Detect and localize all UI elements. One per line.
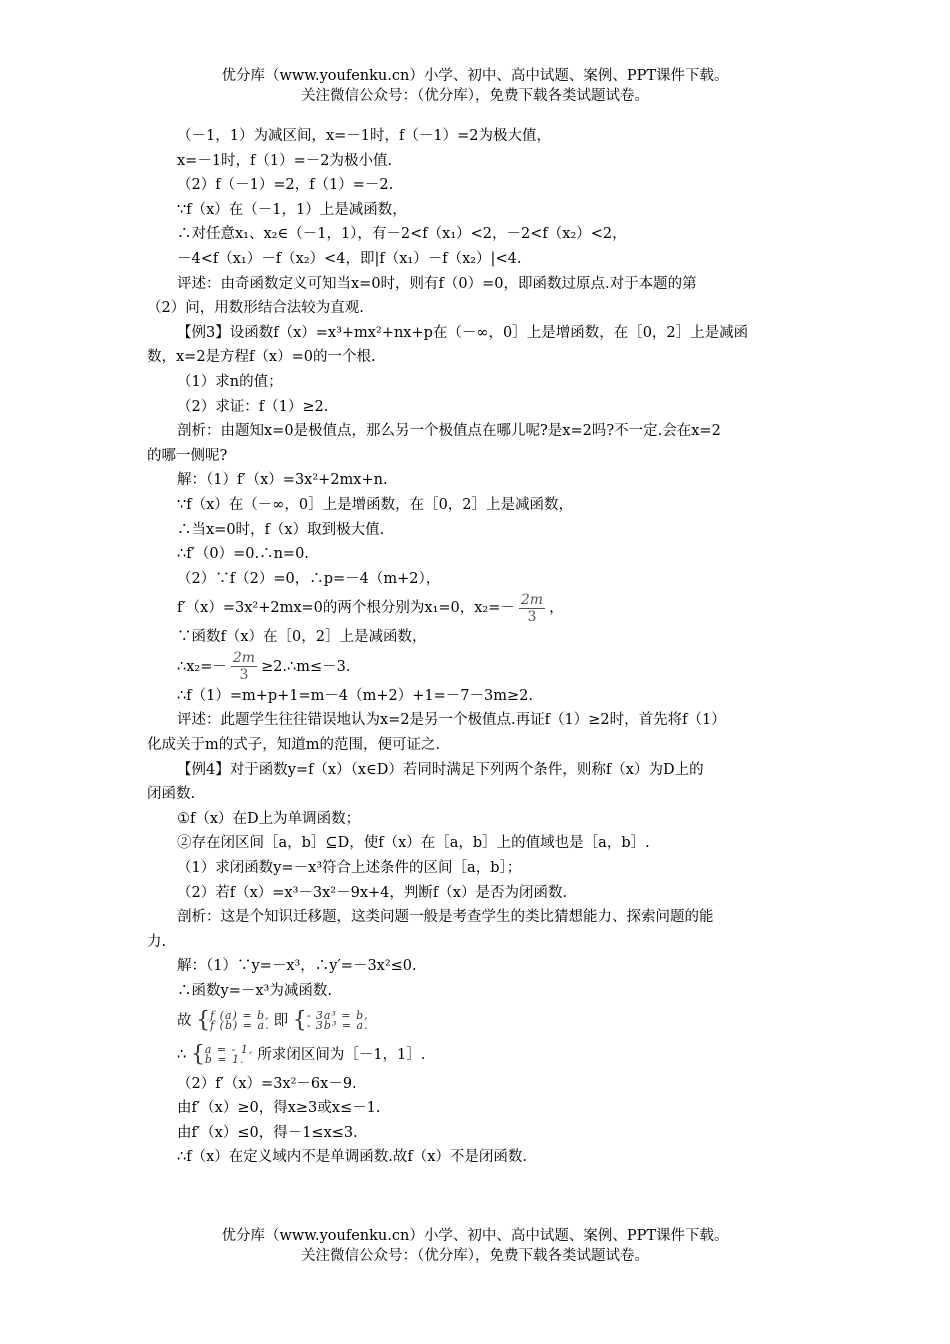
- text-span: ≥2.∴m≤－3.: [261, 658, 351, 675]
- left-brace: {: [292, 1007, 307, 1033]
- text-line: ∴f（x）在定义域内不是单调函数.故f（x）不是闭函数.: [177, 1149, 528, 1166]
- text-line: 评述：由奇函数定义可知当x=0时，则有f（0）=0，即函数过原点.对于本题的第: [177, 275, 697, 292]
- text-line: 评述：此题学生往往错误地认为x=2是另一个极值点.再证f（1）≥2时，首先将f（1）: [177, 712, 726, 729]
- text-line: （2）f′（x）=3x²－6x－9.: [177, 1075, 357, 1092]
- example-4-heading: 【例4】对于函数y=f（x）（x∈D）若同时满足下列两个条件，则称f（x）为D上的: [177, 761, 704, 778]
- text-line-with-fraction: [147, 650, 807, 684]
- text-line: （2）f（－1）=2，f（1）=－2.: [177, 177, 394, 194]
- equation-system-line: [147, 1004, 807, 1038]
- text-line: （－1，1）为减区间，x=－1时，f（－1）=2为极大值，: [177, 128, 551, 144]
- equation-system: [204, 1042, 254, 1066]
- text-span: 故: [177, 1012, 192, 1029]
- text-line: ∴对任意x₁、x₂∈（－1，1），有－2<f（x₁）<2，－2<f（x₂）<2，: [177, 226, 627, 243]
- text-span: ，: [549, 600, 564, 617]
- equation-row: - 3a³ = b,: [306, 1008, 369, 1022]
- footer-line-2: 关注微信公众号：（优分库），免费下载各类试题试卷。: [301, 1248, 649, 1264]
- page-header: [0, 66, 950, 106]
- fraction-numerator: 2m: [232, 650, 256, 667]
- text-line: ∴函数y=－x³为减函数.: [177, 983, 332, 999]
- equation-system-line: [147, 1038, 807, 1072]
- left-brace: {: [196, 1007, 211, 1033]
- header-line-1: 优分库（www.youfenku.cn）小学、初中、高中试题、案例、PPT课件下载。: [221, 68, 729, 84]
- text-line: 力.: [147, 933, 167, 950]
- fraction-denominator: 3: [527, 608, 537, 625]
- text-line: x=－1时，f（1）=－2为极小值.: [177, 152, 393, 169]
- equation-row: f (a) = b,: [210, 1008, 270, 1022]
- fraction: [231, 650, 257, 683]
- text-line: 的哪一侧呢?: [147, 447, 228, 464]
- text-line: 由f′（x）≤0，得－1≤x≤3.: [177, 1124, 358, 1141]
- equation-row: a = - 1,: [204, 1042, 254, 1056]
- text-line: 化成关于m的式子，知道m的范围，便可证之.: [147, 737, 441, 754]
- equation-row: - 3b³ = a.: [306, 1018, 369, 1032]
- text-line: ①f（x）在D上为单调函数；: [177, 810, 361, 827]
- fraction-numerator: 2m: [520, 591, 544, 608]
- text-line-with-fraction: [147, 591, 807, 625]
- text-line: 由f′（x）≥0，得x≥3或x≤－1.: [177, 1100, 381, 1117]
- document-body: [147, 124, 807, 1170]
- text-span: 即: [273, 1012, 289, 1029]
- text-span: ∴x₂=－: [177, 658, 227, 675]
- text-line: 剖析：由题知x=0是极值点，那么另一个极值点在哪儿呢?是x=2吗?不一定.会在x=2: [177, 423, 721, 440]
- text-line: ∴当x=0时，f（x）取到极大值.: [177, 521, 385, 538]
- example-3-heading: 【例3】设函数f（x）=x³+mx²+nx+p在（－∞，0］上是增函数，在［0，2］上是减函: [177, 324, 749, 341]
- equation-system: [210, 1008, 270, 1032]
- text-span: ∴: [177, 1046, 187, 1063]
- text-line: ∴f（1）=m+p+1=m－4（m+2）+1=－7－3m≥2.: [177, 687, 533, 704]
- header-line-2: 关注微信公众号：（优分库），免费下载各类试题试卷。: [301, 88, 649, 104]
- text-line: （2）若f（x）=x³－3x²－9x+4，判断f（x）是否为闭函数.: [177, 884, 568, 901]
- text-span: 所求闭区间为［－1，1］.: [257, 1046, 426, 1063]
- footer-line-1: 优分库（www.youfenku.cn）小学、初中、高中试题、案例、PPT课件下载。: [221, 1228, 729, 1244]
- fraction-denominator: 3: [239, 667, 249, 684]
- text-line: 数，x=2是方程f（x）=0的一个根.: [147, 349, 376, 366]
- text-line: ∵f（x）在（－1，1）上是减函数，: [177, 201, 407, 218]
- text-line: （1）求n的值；: [177, 373, 283, 390]
- text-line: （2）求证：f（1）≥2.: [177, 398, 329, 415]
- text-line: ∵f（x）在（－∞，0］上是增函数，在［0，2］上是减函数，: [177, 496, 574, 513]
- equation-system: [306, 1008, 369, 1032]
- text-line: ②存在闭区间［a，b］⊆D，使f（x）在［a，b］上的值域也是［a，b］.: [177, 835, 650, 852]
- text-line: 解：（1）∵y=－x³，∴y′=－3x²≤0.: [177, 958, 417, 975]
- fraction: [519, 592, 545, 625]
- text-line: （1）求闭函数y=－x³符合上述条件的区间［a，b］；: [177, 860, 522, 877]
- text-span: f′（x）=3x²+2mx=0的两个根分别为x₁=0，x₂=－: [177, 600, 515, 617]
- page-footer: [0, 1226, 950, 1266]
- text-line: 闭函数.: [147, 786, 196, 803]
- text-line: －4<f（x₁）－f（x₂）<4，即|f（x₁）－f（x₂）|<4.: [177, 250, 522, 267]
- text-line: （2）∵f（2）=0，∴p=－4（m+2），: [177, 570, 441, 587]
- text-line: 剖析：这是个知识迁移题，这类问题一般是考查学生的类比猜想能力、探索问题的能: [177, 909, 714, 926]
- text-line: ∵函数f（x）在［0，2］上是减函数，: [177, 629, 427, 646]
- text-line: （2）问，用数形结合法较为直观.: [147, 300, 364, 317]
- text-line: ∴f′（0）=0.∴n=0.: [177, 546, 309, 563]
- equation-row: f (b) = a.: [210, 1018, 270, 1032]
- text-line: 解：（1）f′（x）=3x²+2mx+n.: [177, 472, 388, 489]
- equation-row: b = 1.: [204, 1052, 245, 1066]
- left-brace: {: [190, 1041, 205, 1067]
